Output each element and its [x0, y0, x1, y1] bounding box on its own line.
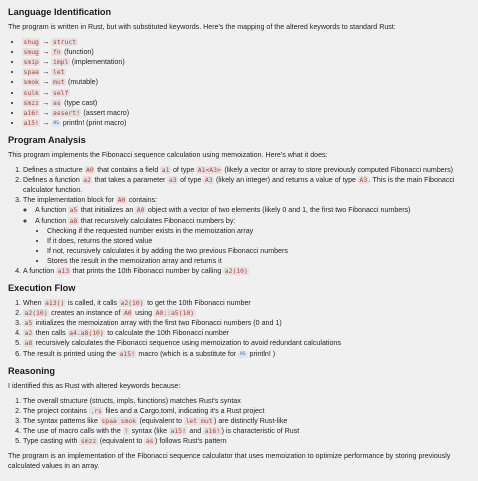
rust-badge-icon: RS: [240, 351, 246, 357]
mapping-item: • a16! → assert! (assert macro): [22, 108, 470, 118]
analysis-list: [8, 165, 470, 276]
recursion-steps: [35, 226, 470, 266]
reason-item: 1. The overall structure (structs, impls, functions) matches Rust's syntax: [23, 396, 470, 406]
flow-item: 3. a5 initializes the memoization array with the first two Fibonacci numbers (0 and 1): [23, 318, 470, 328]
reasoning-list: [8, 396, 470, 446]
conclusion-paragraph: The program is an implementation of the Fibonacci sequence calculator that uses memoization to optimize performance by storing previously calculated values in an array.: [8, 452, 451, 471]
mapping-item: • smzz → as (type cast): [22, 98, 470, 108]
section-analysis: [8, 134, 470, 276]
flow-item: 6. The result is printed using the a15! macro (which is a substitute for RS println! ): [23, 349, 470, 359]
step-item: • Checking if the requested number exists in the memoization array: [47, 226, 470, 236]
mapping-item: • shug → struct: [22, 37, 470, 47]
mapping-item: • smip → impl (implementation): [22, 57, 470, 67]
mapping-item: • smok → mut (mutable): [22, 77, 470, 87]
step-item: • If it does, returns the stored value: [47, 236, 470, 246]
language-intro: The program is written in Rust, but with substituted keywords. Here's the mapping of the altered keywords to standard Rust:: [8, 23, 396, 31]
keyword-mapping-list: [8, 37, 470, 128]
reasoning-intro: I identified this as Rust with altered keywords because:: [8, 381, 181, 390]
analysis-item: 2. Defines a function a2 that takes a parameter a3 of type A3 (likely an integer) and returns a value of type A3 . This is the main Fibonacci calculator function.: [23, 175, 470, 195]
section-reasoning: [8, 365, 470, 472]
mapping-item: • sulk → self: [22, 88, 470, 98]
section-language: [8, 6, 470, 128]
analysis-intro: This program implements the Fibonacci sequence calculation using memoization. Here's what it does:: [8, 150, 328, 159]
sub-item: ◦ A function a8 that recursively calculates Fibonacci numbers by: • Checking if the requested number exists in the memoization array • If it does, returns the stored value • If not, recursively calculates it by adding the two previous Fibonacci numbers • Stores the result in the memoization array and returns it: [35, 216, 470, 266]
reason-item: 5. Type casting with smzz (equivalent to as ) follows Rust's pattern: [23, 436, 470, 446]
step-item: • Stores the result in the memoization array and returns it: [47, 256, 470, 266]
heading-analysis: Program Analysis: [8, 134, 86, 145]
reason-item: 4. The use of macro calls with the ! syntax (like a15! and a16! ) is characteristic of Rust: [23, 426, 470, 436]
heading-reasoning: Reasoning: [8, 365, 55, 376]
sub-item: ◦ A function a5 that initializes an A0 object with a vector of two elements (likely 0 and 1, the first two Fibonacci numbers): [35, 205, 470, 215]
analysis-item: 4. A function a13 that prints the 10th Fibonacci number by calling a2(10): [23, 266, 470, 276]
mapping-item: • a15! → RS println! (print macro): [22, 118, 470, 128]
mapping-item: • spaa → let: [22, 67, 470, 77]
step-item: • If not, recursively calculates it by adding the two previous Fibonacci numbers: [47, 246, 470, 256]
rust-badge-icon: RS: [53, 120, 59, 126]
heading-flow: Execution Flow: [8, 283, 76, 294]
reason-item: 3. The syntax patterns like spaa smok (equivalent to let mut ) are distinctly Rust-like: [23, 416, 470, 426]
flow-item: 4. a2 then calls a4.a8(10) to calculate the 10th Fibonacci number: [23, 328, 470, 338]
mapping-item: • smug → fn (function): [22, 47, 470, 57]
analysis-item: 1. Defines a structure A0 that contains a field a1 of type A1<A3> (likely a vector or array to store previously computed Fibonacci numbers): [23, 165, 470, 175]
flow-item: 1. When a13() is called, it calls a2(10) to get the 10th Fibonacci number: [23, 298, 470, 308]
impl-sublist: [23, 205, 470, 266]
section-flow: [8, 282, 470, 359]
heading-language: Language Identification: [8, 7, 112, 17]
flow-item: 2. a2(10) creates an instance of A0 using A0::a5(10): [23, 308, 470, 318]
analysis-item: 3. The implementation block for A0 contains: ◦ A function a5 that initializes an A0 object with a vector of two elements (likely 0 and 1, the first two Fibonacci numbers) ◦ A function a8 that recursively calculates Fibonacci numbers by: • Checking if the requested number exists in the memoization array • If it does, returns the stored value • If not, recursively calculates it by adding the two previous Fibonacci numbers • Stores the result in the memoization array and returns it: [23, 195, 470, 266]
flow-list: [8, 298, 470, 359]
reason-item: 2. The project contains .rs files and a Cargo.toml, indicating it's a Rust project: [23, 406, 470, 416]
flow-item: 5. a8 recursively calculates the Fibonacci sequence using memoization to avoid redundant calculations: [23, 338, 470, 348]
